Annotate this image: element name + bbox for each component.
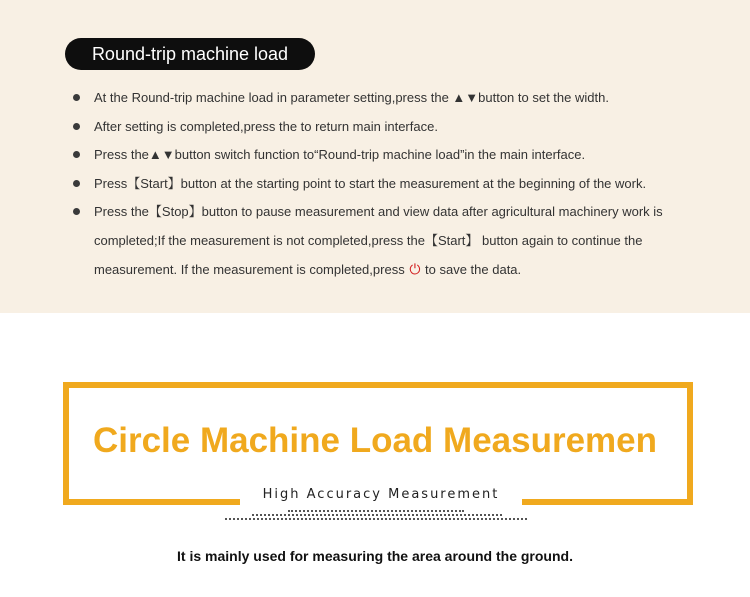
instruction-text: Press【Start】button at the starting point to start the measurement at the beginning of the work. <box>94 175 647 191</box>
banner-subtitle: High Accuracy Measurement <box>262 487 500 502</box>
banner-caption: It is mainly used for measuring the area around the ground. <box>177 548 573 564</box>
instruction-item <box>72 84 692 113</box>
decorative-dotted-line <box>252 514 502 516</box>
instruction-text: After setting is completed,press the to return main interface. <box>94 118 438 134</box>
instruction-item <box>72 113 692 142</box>
bullet-icon <box>73 94 80 101</box>
decorative-dotted-line <box>288 510 464 512</box>
bullet-icon <box>73 208 80 215</box>
instruction-item <box>72 170 692 199</box>
power-icon: ⏻ <box>409 261 421 277</box>
bullet-icon <box>73 151 80 158</box>
section-title: Round-trip machine load <box>65 38 315 70</box>
instruction-text-after-icon: to save the data. <box>425 262 522 277</box>
bullet-icon <box>73 180 80 187</box>
banner-title: Circle Machine Load Measuremen <box>92 421 658 460</box>
instruction-list <box>72 84 692 285</box>
bullet-icon <box>73 123 80 130</box>
instruction-text: Press the▲▼button switch function to“Round-trip machine load”in the main interface. <box>94 147 586 162</box>
instruction-item <box>72 141 692 170</box>
instruction-item <box>72 198 692 285</box>
instruction-text: Press the【Stop】button to pause measurement and view data after agricultural machinery work is completed;If the measurement is not completed,press the【Start】 button again to continue the measurement. If the measurement is completed,press <box>94 204 663 277</box>
instruction-text: At the Round-trip machine load in parameter setting,press the ▲▼button to set the width. <box>94 90 609 105</box>
decorative-dotted-line <box>225 518 527 520</box>
